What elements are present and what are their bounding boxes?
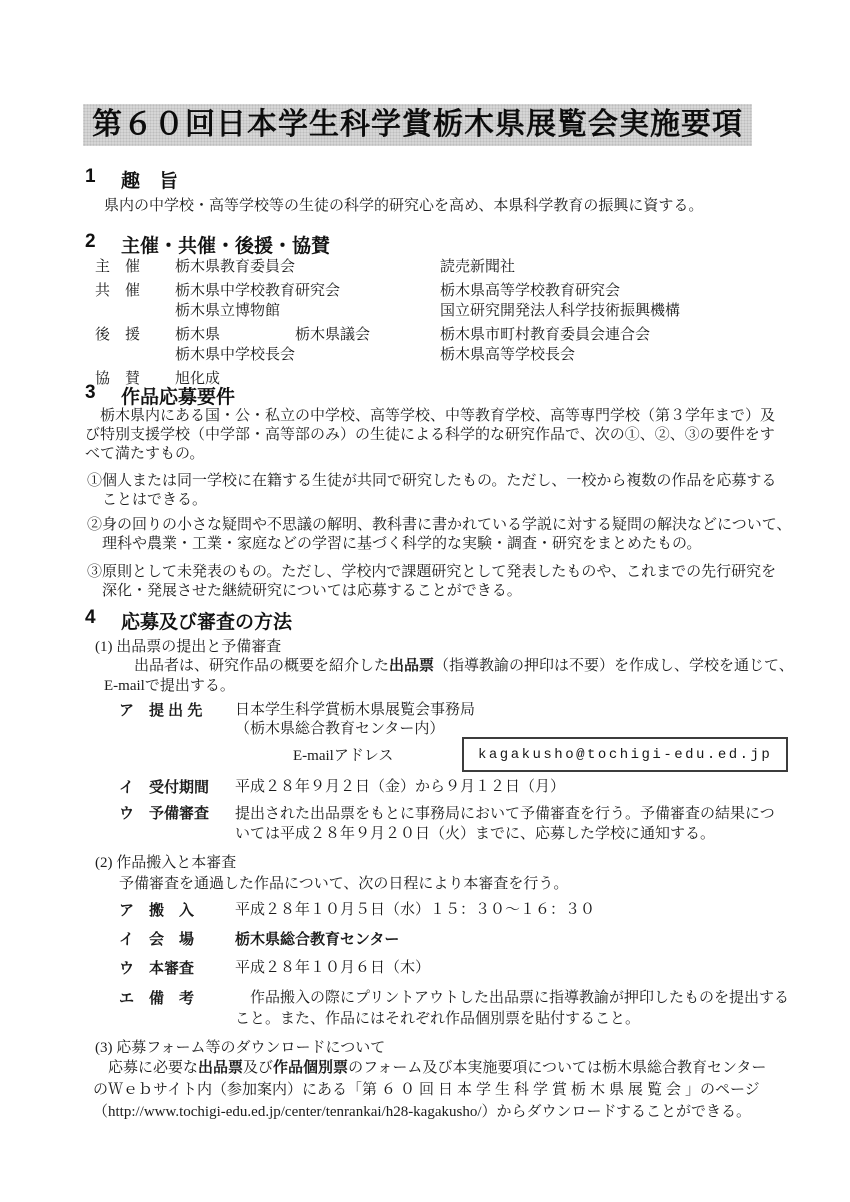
section1-heading-text: 趣 旨 bbox=[121, 171, 179, 192]
section4-number: 4 bbox=[85, 607, 96, 628]
section3-heading-text: 作品応募要件 bbox=[121, 387, 236, 408]
paragraph-line bbox=[93, 1079, 766, 1101]
section1-number: 1 bbox=[85, 166, 96, 187]
row-main-screening bbox=[119, 959, 430, 978]
subsection1-paragraph bbox=[104, 656, 794, 696]
row-submission-address bbox=[119, 701, 475, 739]
section4-heading-text: 応募及び審査の方法 bbox=[121, 612, 293, 633]
requirement-item-3 bbox=[87, 563, 776, 601]
organizer-lines bbox=[175, 281, 680, 321]
organizer-group-shusai bbox=[95, 257, 680, 277]
email-address: kagakusho@tochigi-edu.ed.jp bbox=[478, 746, 773, 763]
organizer-col1: 栃木県中学校教育研究会 bbox=[175, 283, 341, 299]
text-segment: 」のページ bbox=[684, 1082, 760, 1098]
organizer-group-kyosai bbox=[95, 281, 680, 321]
value-line: 作品搬入の際にプリントアウトした出品票に指導教諭が押印したものを提出する bbox=[235, 990, 789, 1006]
row-remarks bbox=[119, 988, 789, 1030]
email-label: E-mailアドレス bbox=[293, 748, 394, 764]
row-venue bbox=[119, 930, 399, 949]
section1-body: 県内の中学校・高等学校等の生徒の科学的研究心を高め、本県科学教育の振興に資する。 bbox=[104, 198, 704, 214]
row-label: ア 提 出 先 bbox=[119, 702, 203, 719]
row-label: ウ 予備審査 bbox=[119, 805, 210, 822]
paragraph-line: （http://www.tochigi-edu.ed.jp/center/tenrankai/h28-kagakusho/）からダウンロードすることができる。 bbox=[93, 1104, 752, 1120]
value-line: 提出された出品票をもとに事務局において予備審査を行う。予備審査の結果につ bbox=[235, 806, 775, 822]
organizer-label: 後 援 bbox=[95, 327, 141, 343]
paragraph-line bbox=[104, 656, 794, 676]
organizer-col1: 栃木県教育委員会 bbox=[175, 259, 296, 275]
row-value bbox=[235, 701, 475, 739]
item-line: ことはできる。 bbox=[87, 492, 208, 508]
paragraph-line: E-mailで提出する。 bbox=[104, 678, 235, 694]
organizer-col1: 栃木県 栃木県議会 bbox=[175, 327, 371, 343]
value-line: 日本学生科学賞栃木県展覧会事務局 bbox=[235, 702, 476, 718]
text-segment: のＷｅｂサイト内（参加案内）にある「 bbox=[93, 1082, 362, 1098]
text-segment: 出品者は、研究作品の概要を紹介した bbox=[104, 658, 390, 674]
organizer-col1: 旭化成 bbox=[175, 371, 221, 387]
document-title: 第６０回日本学生科学賞栃木県展覧会実施要項 bbox=[83, 104, 752, 146]
organizer-col1: 栃木県中学校長会 bbox=[175, 347, 296, 363]
organizer-group-koen bbox=[95, 325, 680, 365]
bold-term-shuppinhyo: 出品票 bbox=[198, 1059, 244, 1076]
organizer-line bbox=[175, 257, 515, 277]
item-line: ③原則として未発表のもの。ただし、学校内で課題研究として発表したものや、これまでの先行研究を bbox=[87, 564, 777, 580]
row-label: ア 搬 入 bbox=[119, 902, 195, 919]
bold-term-kobetsuhyo: 作品個別票 bbox=[273, 1059, 349, 1076]
section2-heading bbox=[85, 231, 330, 258]
requirement-item-1 bbox=[87, 472, 776, 510]
organizer-col1: 栃木県立博物館 bbox=[175, 303, 281, 319]
section2-heading-text: 主催・共催・後援・協賛 bbox=[121, 236, 331, 257]
organizer-label: 共 催 bbox=[95, 283, 141, 299]
subsection2-paragraph: 予備審査を通過した作品について、次の日程により本審査を行う。 bbox=[119, 876, 569, 892]
row-preliminary-screening bbox=[119, 804, 775, 844]
item-line: ①個人または同一学校に在籍する生徒が共同で研究したもの。ただし、一校から複数の作品を応募する bbox=[87, 473, 777, 489]
row-reception-period bbox=[119, 778, 565, 797]
row-carry-in bbox=[119, 901, 595, 920]
organizer-lines bbox=[175, 257, 515, 277]
email-row bbox=[293, 737, 788, 772]
section3-intro bbox=[85, 407, 775, 464]
organizer-label: 主 催 bbox=[95, 259, 141, 275]
organizer-label: 協 賛 bbox=[95, 371, 141, 387]
intro-line: べて満たすもの。 bbox=[85, 446, 205, 462]
section3-number: 3 bbox=[85, 382, 96, 403]
section4-heading bbox=[85, 607, 292, 634]
section3-heading bbox=[85, 382, 235, 409]
row-label: イ 会 場 bbox=[119, 931, 195, 948]
organizer-table bbox=[95, 257, 680, 393]
bold-term-shuppinhyo: 出品票 bbox=[389, 657, 435, 674]
section1-heading bbox=[85, 166, 178, 193]
organizer-col2: 栃木県市町村教育委員会連合会 bbox=[440, 327, 651, 343]
organizer-line bbox=[175, 301, 680, 321]
item-line: 深化・発展させた継続研究については応募することができる。 bbox=[87, 583, 522, 599]
item-line: 理科や農業・工業・家庭などの学習に基づく科学的な実験・調査・研究をまとめたもの。 bbox=[87, 536, 702, 552]
subsection1-label: (1) 出品票の提出と予備審査 bbox=[95, 639, 282, 655]
organizer-line bbox=[175, 325, 650, 345]
organizer-col2: 読売新聞社 bbox=[440, 259, 516, 275]
value-line: いては平成２８年９月２０日（火）までに、応募した学校に通知する。 bbox=[235, 826, 716, 842]
row-label: エ 備 考 bbox=[119, 990, 195, 1007]
row-label: イ 受付期間 bbox=[119, 779, 210, 796]
row-value: 栃木県総合教育センター bbox=[235, 931, 400, 948]
organizer-lines bbox=[175, 325, 650, 365]
text-segment: 及び bbox=[243, 1060, 274, 1076]
row-value: 平成２８年１０月６日（木） bbox=[235, 960, 431, 976]
organizer-col2: 国立研究開発法人科学技術振興機構 bbox=[440, 303, 681, 319]
row-value: 平成２８年１０月５日（水）１５：３０～１６：３０ bbox=[235, 902, 596, 918]
intro-line: 栃木県内にある国・公・私立の中学校、高等学校、中等教育学校、高等専門学校（第３学年まで）及 bbox=[85, 408, 776, 424]
requirement-item-2 bbox=[87, 516, 791, 554]
text-segment: 応募に必要な bbox=[93, 1060, 199, 1076]
organizer-line bbox=[175, 345, 650, 365]
subsection3-label: (3) 応募フォーム等のダウンロードについて bbox=[95, 1040, 386, 1056]
organizer-line bbox=[175, 281, 680, 301]
text-segment: （指導教諭の押印は不要）を作成し、学校を通じて、 bbox=[434, 658, 794, 674]
organizer-col2: 栃木県高等学校長会 bbox=[440, 347, 576, 363]
organizer-col2: 栃木県高等学校教育研究会 bbox=[440, 283, 621, 299]
paragraph-line bbox=[93, 1057, 766, 1079]
row-value: 平成２８年９月２日（金）から９月１２日（月） bbox=[235, 779, 566, 795]
value-line: こと。また、作品にはそれぞれ作品個別票を貼付すること。 bbox=[235, 1011, 641, 1027]
email-box bbox=[462, 737, 788, 772]
item-line: ②身の回りの小さな疑問や不思議の解明、教科書に書かれている学説に対する疑問の解決などについて、 bbox=[87, 517, 792, 533]
intro-line: び特別支援学校（中学部・高等部のみ）の生徒による科学的な研究作品で、次の①、②、③の要件をす bbox=[85, 427, 775, 443]
value-line: （栃木県総合教育センター内） bbox=[235, 721, 445, 737]
subsection3-paragraph bbox=[93, 1057, 766, 1123]
row-label: ウ 本審査 bbox=[119, 960, 195, 977]
text-segment: のフォーム及び本実施要項については栃木県総合教育センター bbox=[348, 1060, 767, 1076]
exhibition-name: 第６０回日本学生科学賞栃木県展覧会 bbox=[361, 1082, 685, 1098]
row-value bbox=[235, 988, 789, 1030]
subsection2-label: (2) 作品搬入と本審査 bbox=[95, 855, 237, 871]
section2-number: 2 bbox=[85, 231, 96, 252]
row-value bbox=[235, 804, 775, 844]
